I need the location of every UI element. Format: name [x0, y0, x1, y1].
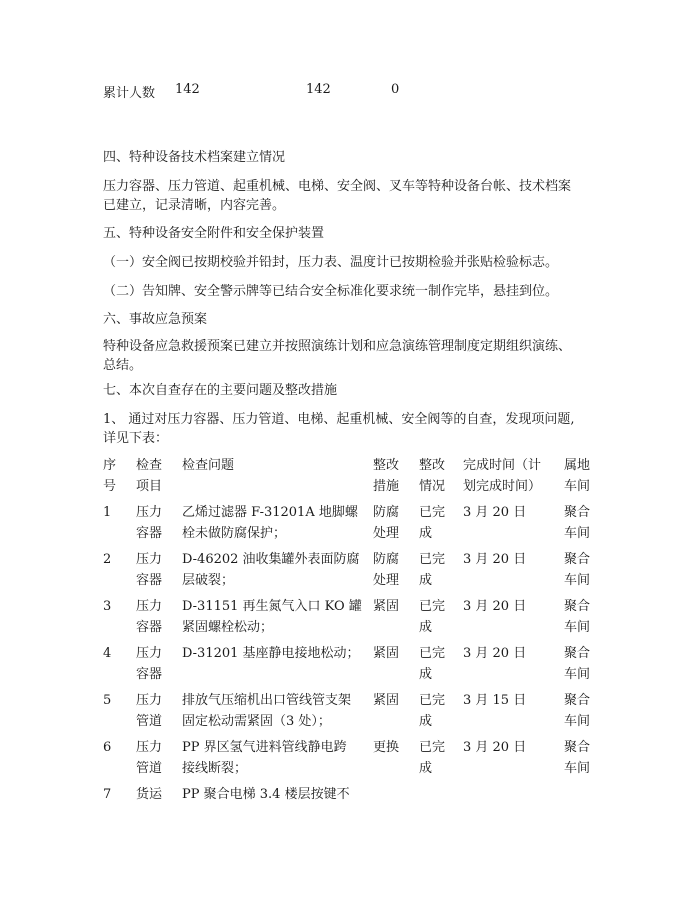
cell-obj-line: 压力: [136, 505, 163, 520]
cell-obj: [136, 596, 170, 638]
cell-time-line: 3 月 20 日: [463, 552, 527, 567]
section-6-body-line-1: 特种设备应急救援预案已建立并按照演练计划和应急演练管理制度定期组织演练、: [103, 339, 572, 354]
cell-measure-line: 紧固: [373, 646, 400, 661]
cell-dept-line: 聚合: [564, 599, 591, 614]
cell-dept: [564, 502, 598, 544]
cell-obj: [136, 737, 170, 779]
cell-measure-line: 处理: [373, 573, 400, 588]
section-5-item-1: （一）安全阀已按期校验并铅封，压力表、温度计已按期检验并张贴检验标志。: [103, 255, 559, 270]
cell-status-line: 成: [419, 761, 433, 776]
header-time-line: 划完成时间）: [463, 479, 542, 494]
cell-dept-line: 聚合: [564, 693, 591, 708]
header-dept-line: 车间: [564, 479, 591, 494]
header-obj-line: 项目: [136, 479, 163, 494]
cell-time-line: 3 月 20 日: [463, 646, 527, 661]
cell-measure: [373, 690, 407, 711]
cell-no-line: 6: [103, 740, 112, 755]
cell-obj-line: 压力: [136, 552, 163, 567]
header-status-line: 情况: [419, 479, 446, 494]
cell-issue-line: D-31201 基座静电接地松动；: [182, 646, 360, 661]
cell-status-line: 已完: [419, 505, 446, 520]
section-5-title: 五、特种设备安全附件和安全保护装置: [103, 226, 325, 241]
cell-time: [463, 549, 561, 570]
header-time: [463, 455, 561, 497]
cell-obj-line: 压力: [136, 740, 163, 755]
cell-no-line: 7: [103, 787, 112, 802]
header-no-line: 序: [103, 458, 117, 473]
section-7-title: 七、本次自查存在的主要问题及整改措施: [103, 383, 338, 398]
totals-value-a: 142: [175, 82, 200, 97]
cell-issue-line: PP 聚合电梯 3.4 楼层按键不: [182, 787, 350, 802]
cell-status-line: 成: [419, 667, 433, 682]
totals-label: 累计人数: [103, 86, 156, 101]
cell-obj-line: 货运: [136, 787, 163, 802]
cell-time-line: 3 月 20 日: [463, 599, 527, 614]
cell-measure: [373, 549, 407, 591]
cell-no: [103, 690, 129, 711]
cell-no-line: 5: [103, 693, 112, 708]
cell-issue-line: 层破裂；: [182, 573, 235, 588]
cell-measure-line: 防腐: [373, 505, 400, 520]
cell-dept: [564, 549, 598, 591]
header-dept: [564, 455, 598, 497]
header-time-line: 完成时间（计: [463, 458, 542, 473]
cell-status: [419, 502, 453, 544]
cell-no-line: 3: [103, 599, 112, 614]
cell-measure: [373, 596, 407, 617]
cell-time-line: 3 月 20 日: [463, 740, 527, 755]
cell-status: [419, 643, 453, 685]
cell-dept-line: 聚合: [564, 740, 591, 755]
cell-time-line: 3 月 20 日: [463, 505, 527, 520]
cell-issue-line: 接线断裂；: [182, 761, 248, 776]
cell-measure-line: 更换: [373, 740, 400, 755]
cell-status-line: 成: [419, 573, 433, 588]
header-status-line: 整改: [419, 458, 446, 473]
cell-measure-line: 紧固: [373, 599, 400, 614]
section-6-title: 六、事故应急预案: [103, 312, 208, 327]
cell-issue-line: D-31151 再生氮气入口 KO 罐: [182, 599, 362, 614]
cell-measure: [373, 502, 407, 544]
cell-measure-line: 紧固: [373, 693, 400, 708]
cell-obj: [136, 784, 170, 805]
cell-obj-line: 管道: [136, 714, 163, 729]
cell-dept: [564, 643, 598, 685]
cell-dept: [564, 690, 598, 732]
section-5-item-2: （二）告知牌、安全警示牌等已结合安全标准化要求统一制作完毕，悬挂到位。: [103, 284, 559, 299]
cell-dept-line: 车间: [564, 761, 591, 776]
cell-no-line: 2: [103, 552, 112, 567]
cell-issue-line: D-46202 油收集罐外表面防腐: [182, 552, 360, 567]
header-dept-line: 属地: [564, 458, 591, 473]
section-6-body-line-2: 总结。: [103, 358, 143, 373]
cell-no: [103, 784, 129, 805]
cell-status: [419, 549, 453, 591]
cell-issue-line: PP 界区氢气进料管线静电跨: [182, 740, 347, 755]
cell-dept-line: 车间: [564, 620, 591, 635]
cell-dept-line: 车间: [564, 714, 591, 729]
cell-obj-line: 压力: [136, 693, 163, 708]
cell-status-line: 已完: [419, 646, 446, 661]
cell-time: [463, 643, 561, 664]
cell-status-line: 已完: [419, 552, 446, 567]
cell-time: [463, 502, 561, 523]
cell-time-line: 3 月 15 日: [463, 693, 527, 708]
cell-no: [103, 549, 129, 570]
cell-no: [103, 502, 129, 523]
cell-status-line: 已完: [419, 693, 446, 708]
cell-measure-line: 处理: [373, 526, 400, 541]
cell-issue: [182, 502, 367, 544]
cell-obj-line: 容器: [136, 526, 163, 541]
cell-measure: [373, 643, 407, 664]
cell-status-line: 成: [419, 526, 433, 541]
cell-obj-line: 压力: [136, 599, 163, 614]
totals-value-c: 0: [391, 82, 400, 97]
header-issue: [182, 455, 367, 476]
cell-dept-line: 聚合: [564, 646, 591, 661]
cell-status-line: 成: [419, 620, 433, 635]
section-4-body-line-1: 压力容器、压力管道、起重机械、电梯、安全阀、叉车等特种设备台帐、技术档案: [103, 179, 572, 194]
header-measure-line: 整改: [373, 458, 400, 473]
cell-no: [103, 643, 129, 664]
cell-status: [419, 596, 453, 638]
cell-status: [419, 690, 453, 732]
cell-dept-line: 车间: [564, 526, 591, 541]
cell-no-line: 1: [103, 505, 112, 520]
cell-obj-line: 压力: [136, 646, 163, 661]
cell-dept-line: 车间: [564, 667, 591, 682]
cell-status-line: 已完: [419, 599, 446, 614]
cell-status-line: 已完: [419, 740, 446, 755]
cell-status-line: 成: [419, 714, 433, 729]
cell-time: [463, 690, 561, 711]
cell-dept-line: 聚合: [564, 505, 591, 520]
section-4-title: 四、特种设备技术档案建立情况: [103, 150, 286, 165]
totals-value-b: 142: [306, 82, 331, 97]
cell-issue-line: 栓未做防腐保护；: [182, 526, 287, 541]
cell-issue-line: 乙烯过滤器 F-31201A 地脚螺: [182, 505, 358, 520]
cell-dept-line: 车间: [564, 573, 591, 588]
cell-dept: [564, 737, 598, 779]
header-obj-line: 检查: [136, 458, 163, 473]
cell-dept: [564, 596, 598, 638]
cell-dept-line: 聚合: [564, 552, 591, 567]
cell-issue-line: 固定松动需紧固（3 处）；: [182, 714, 331, 729]
cell-measure-line: 防腐: [373, 552, 400, 567]
cell-obj-line: 容器: [136, 667, 163, 682]
cell-issue: [182, 643, 367, 664]
header-no-line: 号: [103, 479, 117, 494]
header-no: [103, 455, 129, 497]
cell-obj: [136, 690, 170, 732]
cell-no: [103, 737, 129, 758]
cell-issue: [182, 596, 367, 638]
header-status: [419, 455, 453, 497]
cell-issue: [182, 784, 367, 805]
cell-measure: [373, 737, 407, 758]
section-7-body-line-2: 详见下表：: [103, 431, 169, 446]
cell-issue: [182, 690, 367, 732]
header-measure: [373, 455, 407, 497]
header-measure-line: 措施: [373, 479, 400, 494]
cell-obj: [136, 549, 170, 591]
cell-obj-line: 容器: [136, 573, 163, 588]
cell-time: [463, 596, 561, 617]
cell-issue: [182, 549, 367, 591]
header-obj: [136, 455, 170, 497]
cell-obj-line: 管道: [136, 761, 163, 776]
cell-obj: [136, 643, 170, 685]
cell-status: [419, 737, 453, 779]
cell-issue-line: 排放气压缩机出口管线管支架: [182, 693, 352, 708]
cell-issue-line: 紧固螺栓松动；: [182, 620, 274, 635]
header-issue-line: 检查问题: [182, 458, 235, 473]
cell-no-line: 4: [103, 646, 112, 661]
cell-issue: [182, 737, 367, 779]
section-4-body-line-2: 已建立，记录清晰，内容完善。: [103, 198, 286, 213]
section-7-body-line-1: 1、 通过对压力容器、压力管道、电梯、起重机械、安全阀等的自查，发现项问题,: [103, 412, 575, 427]
cell-obj: [136, 502, 170, 544]
cell-obj-line: 容器: [136, 620, 163, 635]
cell-no: [103, 596, 129, 617]
cell-time: [463, 737, 561, 758]
